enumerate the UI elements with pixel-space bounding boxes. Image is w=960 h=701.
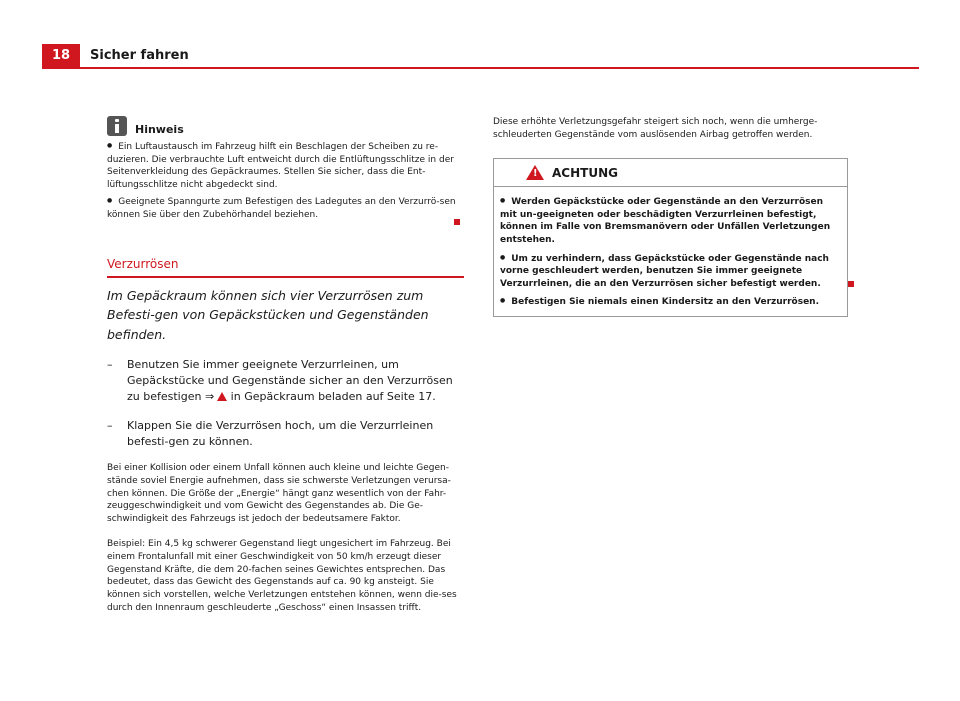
- page-number: 18: [42, 44, 80, 68]
- instruction-step: [107, 418, 464, 450]
- chapter-title: Sicher fahren: [90, 48, 189, 63]
- hint-box: [107, 116, 464, 222]
- right-column: [493, 116, 848, 317]
- warning-bullet: ● Um zu verhindern, dass Gepäckstücke oder Gegenstände nach vorne geschleudert werden, benutzen Sie immer geeignete Verzurrleinen, die an den Verzurrösen sicher befestigt werden.: [500, 252, 841, 291]
- left-column: [107, 116, 464, 624]
- header-rule: [42, 67, 919, 69]
- section-title: Verzurrösen: [107, 256, 179, 271]
- hint-bullet: [107, 195, 464, 221]
- step-dash: –: [107, 419, 113, 433]
- hint-bullet-text: Geeignete Spanngurte zum Befestigen des Ladegutes an den Verzurrö-sen können Sie über den Zubehörhandel beziehen.: [107, 197, 456, 220]
- info-icon: [107, 116, 127, 136]
- step-dash: –: [107, 358, 113, 372]
- step-text-after: in Gepäckraum beladen auf Seite 17.: [230, 390, 436, 404]
- hint-title: Hinweis: [135, 123, 184, 136]
- warning-bullet: ● Befestigen Sie niemals einen Kindersitz an den Verzurrösen.: [500, 295, 841, 309]
- body-paragraph: Beispiel: Ein 4,5 kg schwerer Gegenstand liegt ungesichert im Fahrzeug. Bei einem Frontalunfall mit einer Geschwindigkeit von 50 km/h erzeugt dieser Gegenstand Kräfte, die dem 20-fachen seines Gewichtes entsprechen. Das bedeutet, dass das Gewicht des Gegenstands auf ca. 90 kg ansteigt. Sie können sich vorstellen, welche Verletzungen entstehen können, wenn die-ses durch den Innenraum geschleuderte „Geschoss“ einen Insassen trifft.: [107, 539, 457, 614]
- warning-box: [493, 158, 848, 317]
- intro-paragraph: Diese erhöhte Verletzungsgefahr steigert sich noch, wenn die umherge-schleuderten Gegenstände vom auslösenden Airbag getroffen werden.: [493, 117, 818, 140]
- step-text: Klappen Sie die Verzurrösen hoch, um die Verzurrleinen befesti-gen zu können.: [127, 419, 434, 449]
- body-paragraph: Bei einer Kollision oder einem Unfall können auch kleine und leichte Gegen-stände soviel Energie aufnehmen, dass sie schwerste Verletzungen verursa-chen können. Die Größe der „Energie“ hängt ganz wesentlich von der Fahr-zeuggeschwindigkeit und vom Gewicht des Gegenstandes ab. Die Ge-schwindigkeit des Fahrzeugs ist jedoch der bedeutsamere Faktor.: [107, 463, 451, 525]
- hint-bullet: ● Ein Luftaustausch im Fahrzeug hilft ein Beschlagen der Scheiben zu re-duzieren. Die verbrauchte Luft entweicht durch die Entlüftungsschlitze in der Seitenverkleidung des Gepäckraumes. Stellen Sie sicher, dass die Ent-lüftungsschlitze nicht abgedeckt sind.: [107, 140, 464, 191]
- section-rule: [107, 276, 464, 278]
- instruction-step: [107, 357, 464, 405]
- section-lead: Im Gepäckraum können sich vier Verzurrösen zum Befesti-gen von Gepäckstücken und Gegenständen befinden.: [107, 287, 429, 342]
- warning-triangle-icon: [526, 165, 544, 180]
- warning-bullet: ● Werden Gepäckstücke oder Gegenstände an den Verzurrösen mit un-geeigneten oder beschädigten Verzurrleinen befestigt, können im Falle von Bremsmanövern oder Unfällen Verletzungen entstehen.: [500, 195, 841, 246]
- warning-title: ACHTUNG: [552, 165, 618, 180]
- warning-link-icon[interactable]: [217, 392, 227, 401]
- step-text-before: Benutzen Sie immer geeignete Verzurrleinen, um Gepäckstücke und Gegenstände sicher an den Verzurrösen zu befestigen ⇒: [127, 358, 453, 404]
- end-marker: [454, 219, 460, 225]
- end-marker: [848, 281, 854, 287]
- step-text: [127, 357, 464, 405]
